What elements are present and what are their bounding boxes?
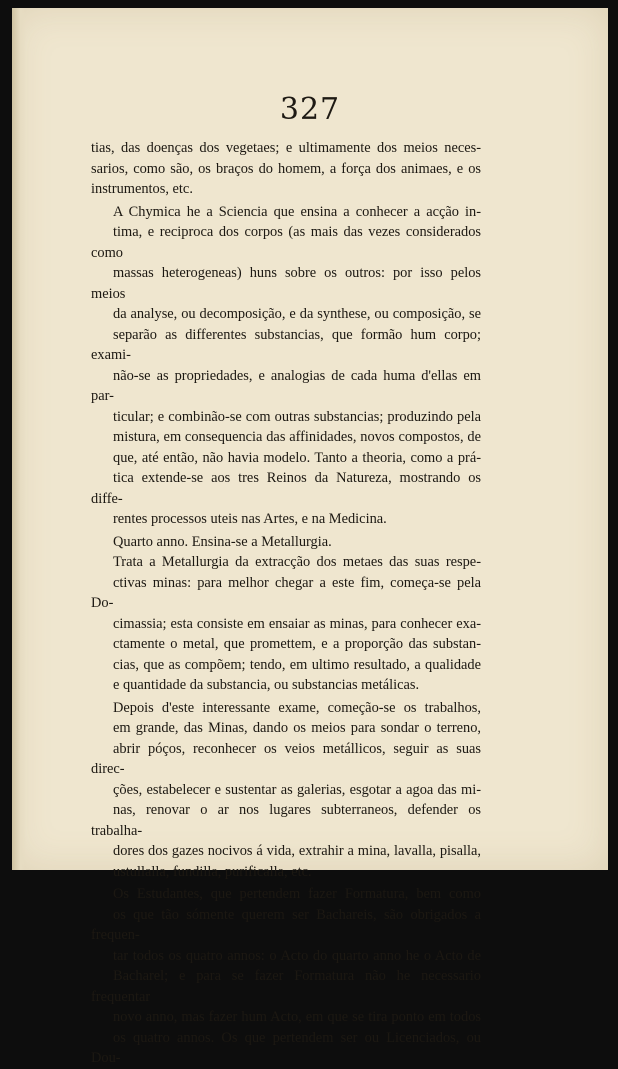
text-line: cias, que as compõem; tendo, em ultimo resultado, a qualidade — [113, 656, 481, 673]
text-line: tima, e reciproca dos corpos (as mais das vezes considerados como — [91, 224, 481, 261]
book-page — [12, 8, 608, 1066]
text-line: Quarto anno. Ensina-se a Metallurgia. — [113, 533, 332, 550]
text-line: dores dos gazes nocivos á vida, extrahir a mina, lavalla, pisalla, — [113, 843, 481, 859]
paragraph — [91, 884, 481, 1069]
text-line: tias, das doenças dos vegetaes; e ultimamente dos meios neces- — [91, 140, 481, 156]
text-line: sarios, como são, os braços do homem, a força dos animaes, e os — [91, 160, 481, 177]
text-line: em grande, das Minas, dando os meios para sondar o terreno, — [113, 720, 481, 736]
text-line: ções, estabelecer e sustentar as galerias, esgotar a agoa das mi- — [113, 781, 481, 798]
paragraph — [91, 532, 481, 553]
text-line: novo anno, mas fazer hum Acto, em que se tira ponto em todos — [113, 1009, 481, 1025]
text-line: instrumentos, etc. — [91, 181, 193, 197]
paragraph — [91, 698, 481, 883]
text-line: tar todos os quatro annos: o Acto do quarto anno he o Acto de — [113, 947, 481, 964]
text-line: nas, renovar o ar nos lugares subterraneos, defender os trabalha- — [91, 802, 481, 839]
text-line: mistura, em consequencia das affinidades, novos compostos, de — [113, 429, 481, 445]
text-line: que, até então, não havia modelo. Tanto a theoria, como a prá- — [113, 449, 481, 466]
text-line: cimassia; esta consiste em ensaiar as minas, para conhecer exa- — [113, 615, 481, 632]
paragraph — [91, 202, 481, 530]
page-number: 327 — [279, 92, 341, 127]
text-line: os quatro annos. Os que pertendem ser ou Licenciados, ou Dou- — [91, 1029, 481, 1066]
text-line: separão as differentes substancias, que formão hum corpo; exami- — [91, 326, 481, 363]
text-line: ustullalla, fundilla, purificalla, etc. — [113, 863, 312, 880]
text-line: ctamente o metal, que promettem, e a proporção das substan- — [113, 636, 481, 652]
text-line: abrir póços, reconhecer os veios metállicos, seguir as suas direc- — [91, 740, 481, 777]
text-line: ticular; e combinão-se com outras substancias; produzindo pela — [113, 408, 481, 425]
text-line: não-se as propriedades, e analogias de cada huma d'ellas em par- — [91, 367, 481, 404]
text-line: A Chymica he a Sciencia que ensina a conhecer a acção in- — [113, 203, 481, 220]
text-line: massas heterogeneas) huns sobre os outros: por isso pelos meios — [91, 265, 481, 302]
text-line: Depois d'este interessante exame, começão-se os trabalhos, — [113, 699, 481, 716]
paragraph — [91, 138, 481, 200]
text-line: os que tão sómente querem ser Bachareis, são obrigados a frequen- — [91, 906, 481, 943]
text-line: tica extende-se aos tres Reinos da Natureza, mostrando os diffe- — [91, 470, 481, 507]
text-line: ctivas minas: para melhor chegar a este fim, começa-se pela Do- — [91, 574, 481, 611]
text-line: Trata a Metallurgia da extracção dos metaes das suas respe- — [113, 554, 481, 570]
text-line: e quantidade da substancia, ou substancias metálicas. — [113, 677, 420, 693]
page-body-text — [91, 138, 481, 1069]
text-line: Os Estudantes, que pertendem fazer Formatura, bem como — [113, 886, 481, 902]
text-line: da analyse, ou decomposição, e da synthese, ou composição, se — [113, 306, 481, 322]
text-line: Bacharel; e para se fazer Formatura não he necessario frequentar — [91, 968, 481, 1005]
paragraph — [91, 552, 481, 696]
page-fold-shadow — [12, 8, 26, 870]
text-line: rentes processos uteis nas Artes, e na Medicina. — [113, 511, 387, 527]
